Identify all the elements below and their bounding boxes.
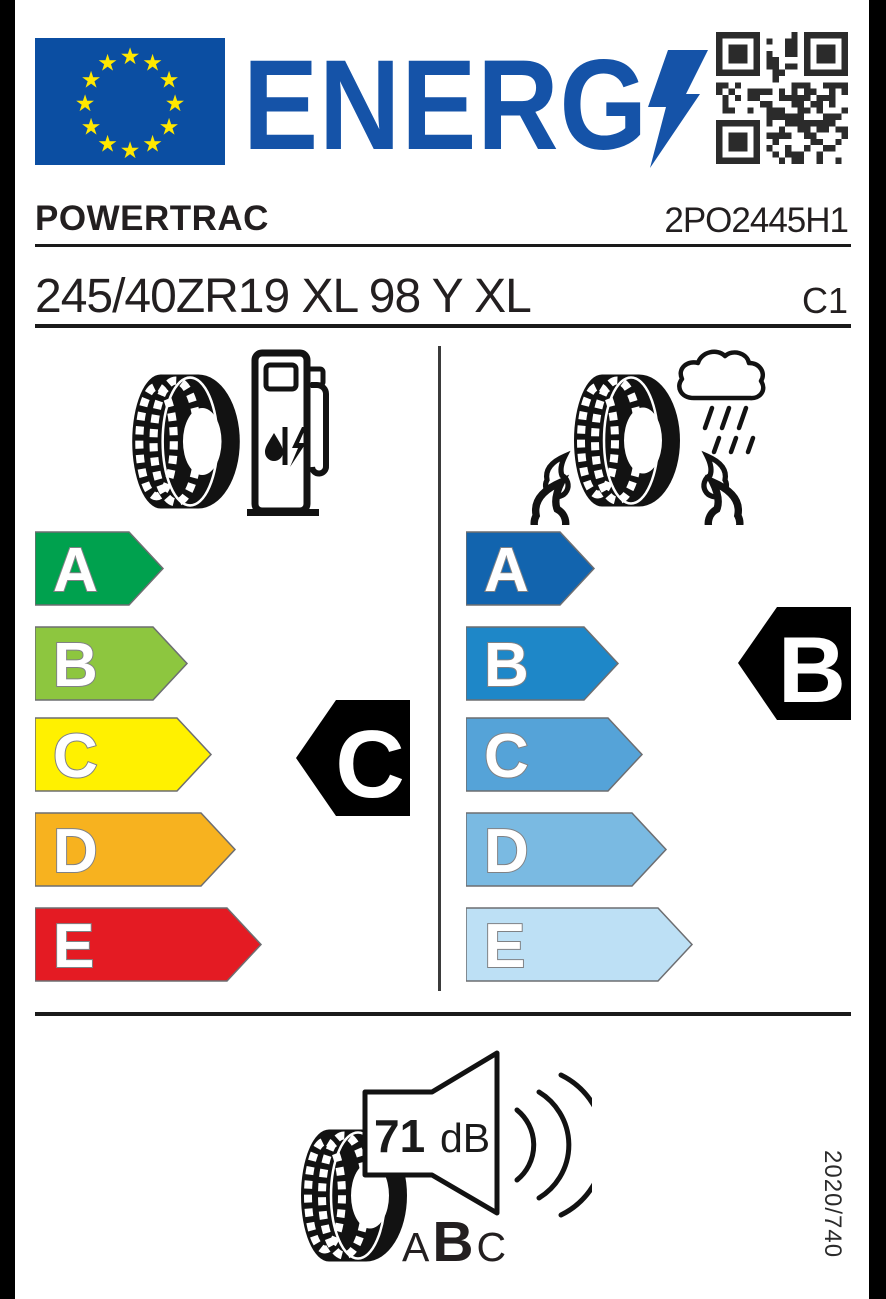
- wet-grade-letter: E: [484, 912, 526, 981]
- water-splash-icon: [708, 482, 740, 525]
- svg-text:★: ★: [119, 43, 141, 69]
- wet-grade-letter: D: [484, 817, 529, 886]
- wet-grade-letter: B: [484, 631, 529, 700]
- svg-text:★: ★: [119, 137, 141, 163]
- section-divider: [438, 346, 441, 991]
- wet-grip-scale: [466, 530, 696, 986]
- tyre-icon: [132, 375, 240, 509]
- svg-text:★: ★: [80, 113, 102, 140]
- svg-text:★: ★: [158, 113, 180, 140]
- svg-text:★: ★: [142, 130, 163, 157]
- noise-class-c: C: [476, 1224, 507, 1270]
- fuel-grade-letter: B: [53, 631, 98, 700]
- wet-grade-letter: C: [484, 722, 529, 791]
- sound-waves-icon: [517, 1075, 592, 1215]
- fuel-grade-letter: C: [53, 722, 98, 791]
- fuel-rating-letter: C: [335, 711, 405, 816]
- noise-value: 71: [374, 1110, 426, 1162]
- rule-3: [35, 1012, 851, 1016]
- fuel-grade-letter: D: [53, 817, 98, 886]
- brand-name: POWERTRAC: [35, 199, 269, 238]
- noise-unit: dB: [440, 1115, 491, 1161]
- fuel-grade-letter: E: [53, 912, 95, 981]
- svg-text:★: ★: [97, 49, 118, 76]
- eu-flag-icon: [35, 38, 225, 165]
- tyre-size: 245/40ZR19 XL 98 Y XL: [35, 270, 531, 323]
- wet-grip-icon: [530, 340, 795, 525]
- fuel-grade-letter: A: [53, 536, 98, 605]
- svg-text:★: ★: [164, 90, 186, 116]
- tyre-icon: [574, 375, 680, 507]
- rule-1: [35, 244, 851, 247]
- svg-text:★: ★: [158, 66, 180, 93]
- left-border: [0, 0, 15, 1299]
- svg-text:★: ★: [97, 130, 118, 157]
- right-border: [869, 0, 886, 1299]
- svg-text:★: ★: [80, 66, 102, 93]
- wet-grip-rating-letter: B: [778, 617, 846, 720]
- article-code: 2PO2445H1: [664, 201, 848, 240]
- energy-bolt-icon: [646, 50, 710, 168]
- fuel-rating-indicator: [296, 700, 410, 816]
- svg-text:★: ★: [142, 49, 163, 76]
- fuel-pump-icon: [247, 353, 326, 516]
- tyre-class: C1: [801, 280, 848, 321]
- svg-text:★: ★: [74, 90, 96, 116]
- noise-class-letters: [402, 1210, 507, 1274]
- fuel-efficiency-icon: [125, 345, 335, 525]
- rain-cloud-icon: [679, 352, 763, 452]
- fuel-efficiency-scale: [35, 530, 265, 986]
- noise-class-a: A: [402, 1224, 430, 1270]
- wet-grade-letter: A: [484, 536, 529, 605]
- noise-class-b: B: [432, 1210, 474, 1274]
- rule-2: [35, 324, 851, 328]
- energy-wordmark: ENERG: [243, 34, 648, 177]
- water-splash-icon: [534, 482, 566, 525]
- qr-code: [716, 32, 848, 164]
- wet-grip-rating-indicator: [738, 607, 851, 720]
- regulation-number: 2020/740: [819, 1150, 846, 1259]
